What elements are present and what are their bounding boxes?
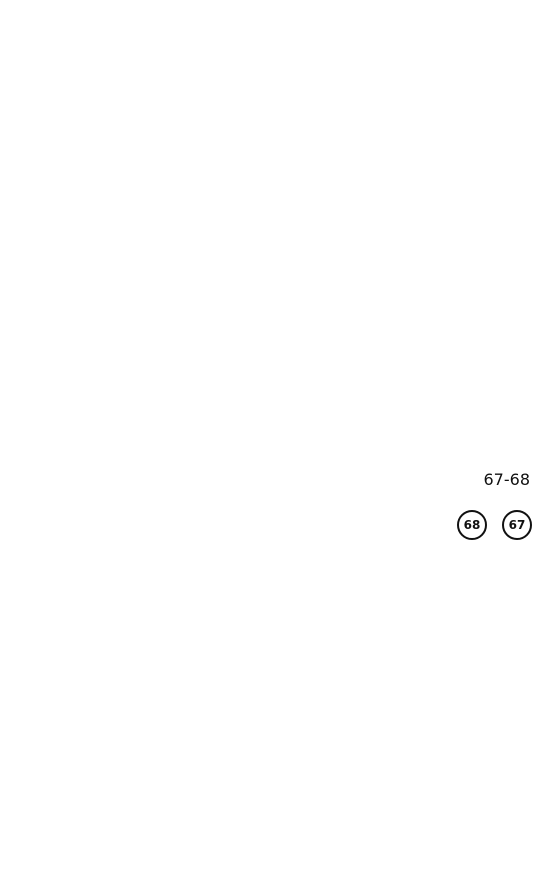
intro-paragraph <box>8 4 536 102</box>
closing-line <box>8 782 536 814</box>
ayah-end-mark-68: 68 <box>457 510 487 540</box>
main-paragraph <box>8 144 536 464</box>
translation-paragraph <box>8 648 536 778</box>
section-heading <box>8 108 536 140</box>
reference-line <box>8 464 536 496</box>
ayah-end-mark-67: 67 <box>502 510 532 540</box>
quran-verses <box>8 502 536 642</box>
verse-reference: 67-68 <box>483 470 530 489</box>
